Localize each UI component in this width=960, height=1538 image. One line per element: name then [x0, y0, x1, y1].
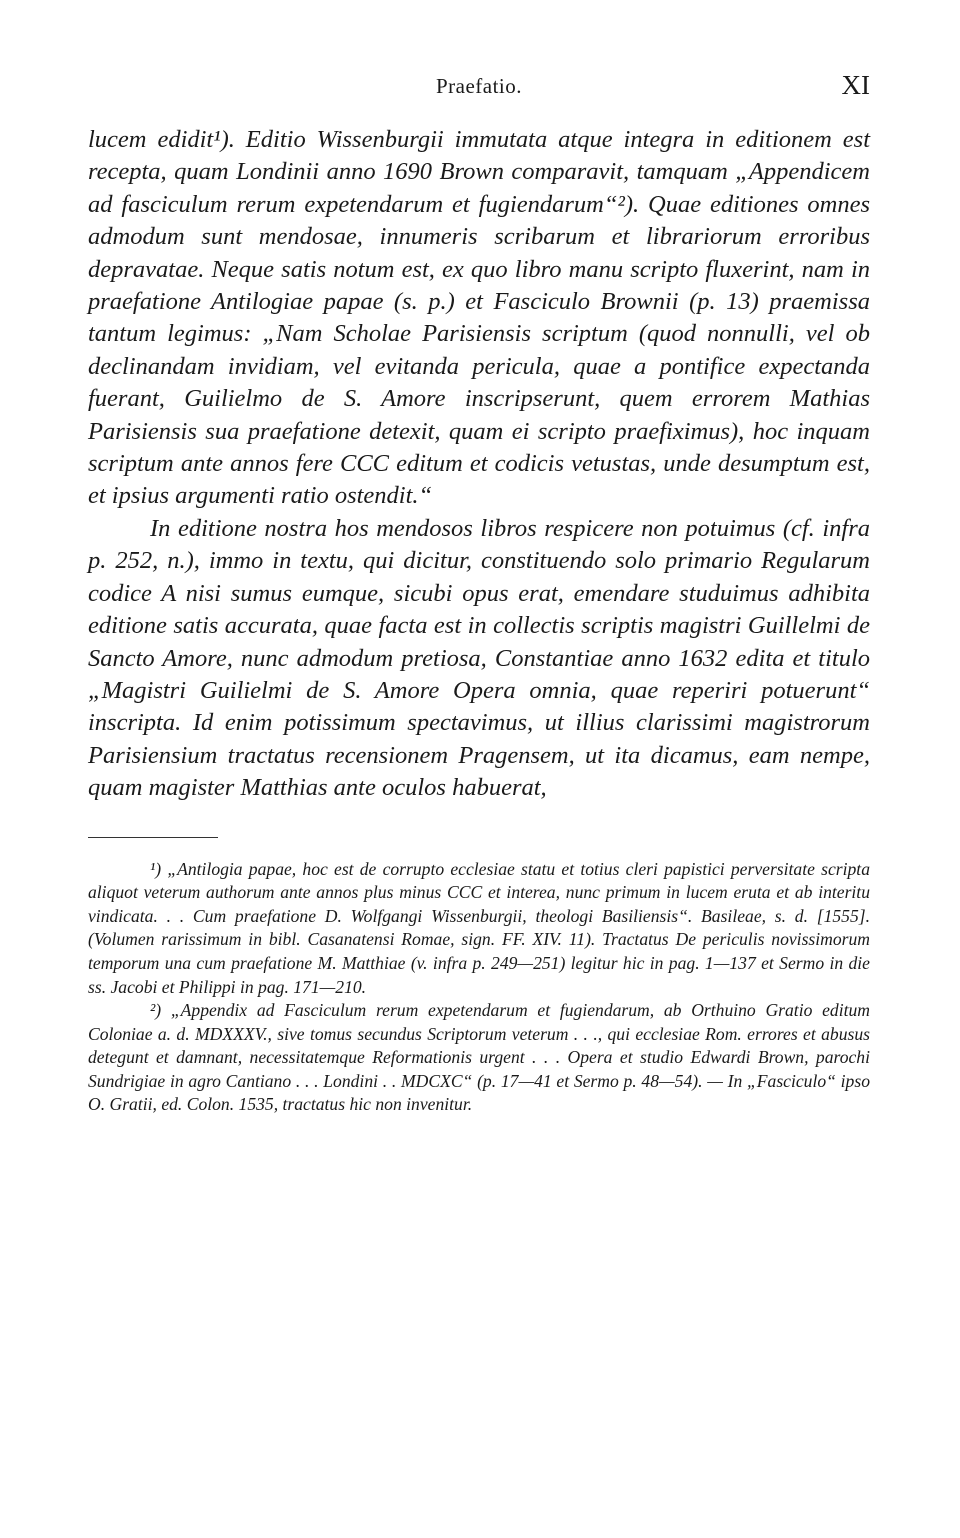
body-paragraph-2: In editione nostra hos mendosos libros respicere non potuimus (cf. infra p. 252, n.), immo in textu, qui dicitur, constituendo solo primario Regularum codice A nisi sumus eumque, sicubi opus erat, emendare studuimus adhibita editione satis accurata, quae facta est in collectis scriptis magistri Guillelmi de Sancto Amore, nunc admodum pretiosa, Constantiae anno 1632 edita et titulo „Magistri Guilielmi de S. Amore Opera omnia, quae reperiri potuerunt“ inscripta. Id enim potissimum spectavimus, ut illius clarissimi magistrorum Parisiensium tractatus recensionem Pragensem, ut ita dicamus, eam nempe, quam magister Matthias ante oculos habuerat,	[88, 514, 870, 802]
page-header	[88, 70, 870, 110]
book-page	[88, 70, 870, 1117]
main-text	[88, 124, 870, 805]
running-title: Praefatio.	[435, 74, 523, 98]
footnote-divider	[88, 837, 218, 838]
body-paragraph-1: lucem edidit¹). Editio Wissenburgii immutata atque integra in editionem est recepta, quam Londinii anno 1690 Brown comparavit, tamquam „Appendicem ad fasciculum rerum expetendarum et fugiendarum“²). Quae editiones omnes admodum sunt mendosae, innumeris scribarum et librariorum erroribus depravatae. Neque satis notum est, ex quo libro manu scripto fluxerint, nam in praefatione Antilogiae papae (s. p.) et Fasciculo Brownii (p. 13) praemissa tantum legimus: „Nam Scholae Parisiensis scriptum (quod nonnulli, vel ob declinandam invidiam, vel evitanda pericula, quae a pontifice expectanda fuerant, Guilielmo de S. Amore inscripserunt, quem errorem Mathias Parisiensis sua praefatione detexit, quam ei scripto praefiximus), hoc inquam scriptum ante annos fere CCC editum et codicis vetustas, unde desumptum est, et ipsius argumenti ratio ostendit.“	[88, 126, 870, 510]
page-number: XI	[841, 70, 870, 100]
footnotes	[88, 858, 870, 1118]
footnote-2: ²) „Appendix ad Fasciculum rerum expetendarum et fugiendarum, ab Orthuino Gratio editum Coloniae a. d. MDXXXV., sive tomus secundus Scriptorum veterum . . ., qui ecclesiae Rom. errores et abusus detegunt et damnant, necessitatemque Reformationis urgent . . . Opera et studio Edwardi Brown, parochi Sundrigiae in agro Cantiano . . . Londini . . MDCXC“ (p. 17—41 et Sermo p. 48—54). — In „Fasciculo“ ipso O. Gratii, ed. Colon. 1535, tractatus hic non invenitur.	[88, 1000, 870, 1115]
footnote-1: ¹) „Antilogia papae, hoc est de corrupto ecclesiae statu et totius cleri papistici perversitate scripta aliquot veterum authorum ante annos plus minus CCC et interea, nunc primum in lucem eruta et ab interitu vindicata. . . Cum praefatione D. Wolfgangi Wissenburgii, theologi Basiliensis“. Basileae, s. d. [1555]. (Volumen rarissimum in bibl. Casanatensi Romae, sign. FF. XIV. 11). Tractatus De periculis novissimorum temporum una cum praefatione M. Matthiae (v. infra p. 249—251) legitur hic in pag. 1—137 et Sermo in die ss. Jacobi et Philippi in pag. 171—210.	[88, 858, 870, 997]
